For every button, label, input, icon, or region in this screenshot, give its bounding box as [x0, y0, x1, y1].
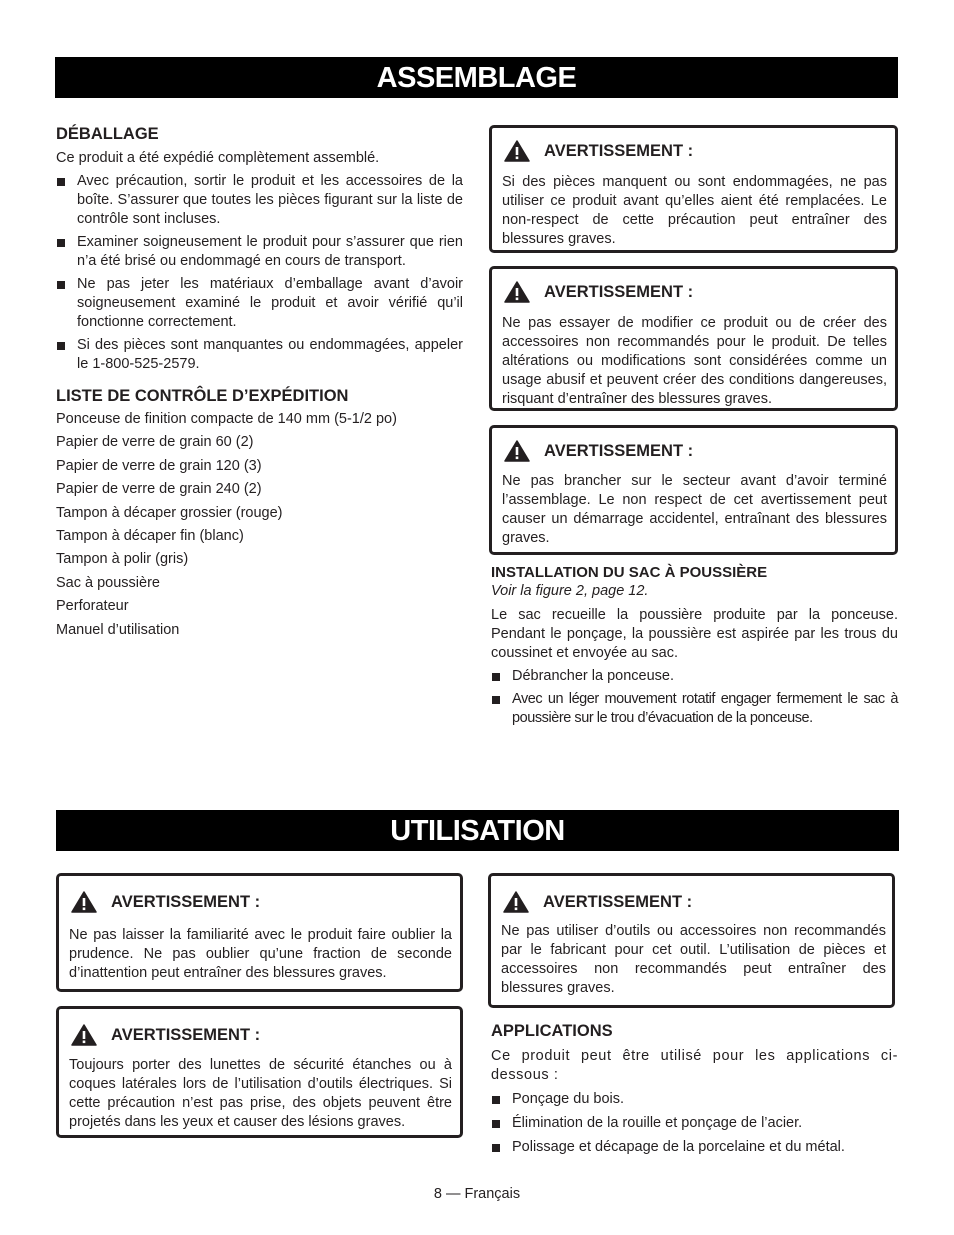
checklist-item: Manuel d’utilisation [56, 621, 180, 638]
square-bullet-icon [57, 342, 65, 350]
warning-text: Ne pas utiliser d’outils ou accessoires non recommandés par le fabricant pour cet outil. L’utilisation de pièces et accessoires non recommandés peut entraîner des blessures graves. [501, 923, 886, 996]
square-bullet-icon [57, 239, 65, 247]
warning-text: Ne pas brancher sur le secteur avant d’avoir terminé l’assemblage. Le non respect de cet avertissement peut causer un démarrage accidentel, entraînant des blessures graves. [502, 473, 887, 546]
warning-triangle-icon [71, 891, 97, 913]
warning-title: AVERTISSEMENT : [544, 441, 694, 460]
checklist [56, 410, 463, 640]
checklist-item: Papier de verre de grain 60 (2) [56, 434, 254, 451]
utilisation-title: UTILISATION [390, 815, 565, 847]
deballage-list [56, 172, 463, 374]
square-bullet-icon [492, 696, 500, 704]
applications-list [491, 1090, 898, 1157]
list-item: Ponçage du bois. [491, 1090, 898, 1109]
square-bullet-icon [57, 178, 65, 186]
square-bullet-icon [492, 1096, 500, 1104]
checklist-item: Sac à poussière [56, 574, 160, 591]
warning-title: AVERTISSEMENT : [544, 141, 694, 160]
warning-header [504, 440, 693, 462]
warning-header [504, 281, 693, 303]
checklist-item: Papier de verre de grain 120 (3) [56, 457, 262, 474]
deballage-intro: Ce produit a été expédié complètement assemblé. [56, 150, 380, 166]
warning-triangle-icon [504, 140, 530, 162]
list-item: Si des pièces sont manquantes ou endommagées, appeler le 1-800-525-2579. [56, 336, 463, 374]
warning-box-familiarity [56, 873, 463, 992]
checklist-item: Ponceuse de finition compacte de 140 mm (5-1/2 po) [56, 411, 397, 427]
dust-bag-section [491, 564, 898, 728]
list-item: Avec un léger mouvement rotatif engager fermement le sac à poussière sur le trou d’évacuation de la ponceuse. [491, 690, 898, 728]
list-item: Avec précaution, sortir le produit et les accessoires de la boîte. S’assurer que toutes les pièces figurant sur la liste de contrôle sont incluses. [56, 172, 463, 229]
warning-box-missing-parts [489, 125, 898, 253]
warning-header [504, 140, 693, 162]
warning-triangle-icon [504, 281, 530, 303]
warning-triangle-icon [71, 1024, 97, 1046]
warning-text: Ne pas essayer de modifier ce produit ou de créer des accessoires non recommandés pour le produit. De telles altérations ou modifications sont considérées comme un usage abusif et peuvent créer des conditions dangereuses, risquant d’entraîner des blessures graves. [502, 315, 887, 407]
applications-section [491, 1021, 898, 1157]
square-bullet-icon [57, 281, 65, 289]
checklist-item: Tampon à polir (gris) [56, 551, 189, 568]
warning-text: Toujours porter des lunettes de sécurité étanches ou à coques latérales lors de l’utilisation d’outils électriques. Si cette précaution n’est pas prise, des objets peuvent être projetés dans les yeux et causer des lésions graves. [69, 1057, 452, 1130]
warning-title: AVERTISSEMENT : [111, 1025, 261, 1044]
checklist-item: Tampon à décaper fin (blanc) [56, 527, 244, 544]
assemblage-title: ASSEMBLAGE [376, 62, 577, 94]
deballage-section [56, 124, 463, 640]
square-bullet-icon [492, 673, 500, 681]
warning-title: AVERTISSEMENT : [543, 892, 693, 911]
warning-box-accessories [488, 873, 895, 1008]
square-bullet-icon [492, 1144, 500, 1152]
checklist-item: Perforateur [56, 598, 129, 615]
checklist-heading: LISTE DE CONTRÔLE D’EXPÉDITION [56, 387, 349, 405]
checklist-item: Tampon à décaper grossier (rouge) [56, 504, 283, 521]
list-item: Ne pas jeter les matériaux d’emballage avant d’avoir soigneusement examiné le produit et avoir vérifié qu’il fonctionne correctement. [56, 275, 463, 332]
dust-bag-text: Le sac recueille la poussière produite par la ponceuse. Pendant le ponçage, la poussière est aspirée par les trous du coussinet et envoyée au sac. [491, 607, 898, 661]
dust-bag-list [491, 667, 898, 728]
checklist-item: Papier de verre de grain 240 (2) [56, 481, 262, 498]
list-item: Débrancher la ponceuse. [491, 667, 898, 686]
warning-title: AVERTISSEMENT : [544, 282, 694, 301]
square-bullet-icon [492, 1120, 500, 1128]
deballage-heading: DÉBALLAGE [56, 125, 159, 143]
applications-intro: Ce produit peut être utilisé pour les applications ci-dessous : [491, 1048, 898, 1083]
warning-title: AVERTISSEMENT : [111, 892, 261, 911]
warning-header [71, 891, 260, 913]
warning-triangle-icon [503, 891, 529, 913]
assemblage-banner [55, 57, 898, 98]
figure-reference: Voir la figure 2, page 12. [491, 583, 649, 599]
warning-header [503, 891, 692, 913]
warning-box-modifications [489, 266, 898, 411]
warning-header [71, 1024, 260, 1046]
list-item: Élimination de la rouille et ponçage de l’acier. [491, 1114, 898, 1133]
list-item: Polissage et décapage de la porcelaine et du métal. [491, 1138, 898, 1157]
list-item: Examiner soigneusement le produit pour s’assurer que rien n’a été brisé ou endommagé en cours de transport. [56, 233, 463, 271]
warning-text: Ne pas laisser la familiarité avec le produit faire oublier la prudence. Ne pas oublier qu’une fraction de seconde d’inattention peut entraîner des blessures graves. [69, 927, 452, 981]
page-footer [0, 1186, 954, 1202]
warning-box-safety-glasses [56, 1006, 463, 1138]
page-number: 8 — Français [433, 1186, 521, 1202]
warning-triangle-icon [504, 440, 530, 462]
applications-heading: APPLICATIONS [491, 1022, 613, 1040]
warning-text: Si des pièces manquent ou sont endommagées, ne pas utiliser ce produit avant qu’elles aient été remplacées. Le non-respect de cette précaution peut entraîner des blessures graves. [502, 174, 887, 247]
dust-bag-heading: INSTALLATION DU SAC À POUSSIÈRE [491, 564, 768, 581]
utilisation-banner [56, 810, 899, 851]
warning-box-power [489, 425, 898, 555]
